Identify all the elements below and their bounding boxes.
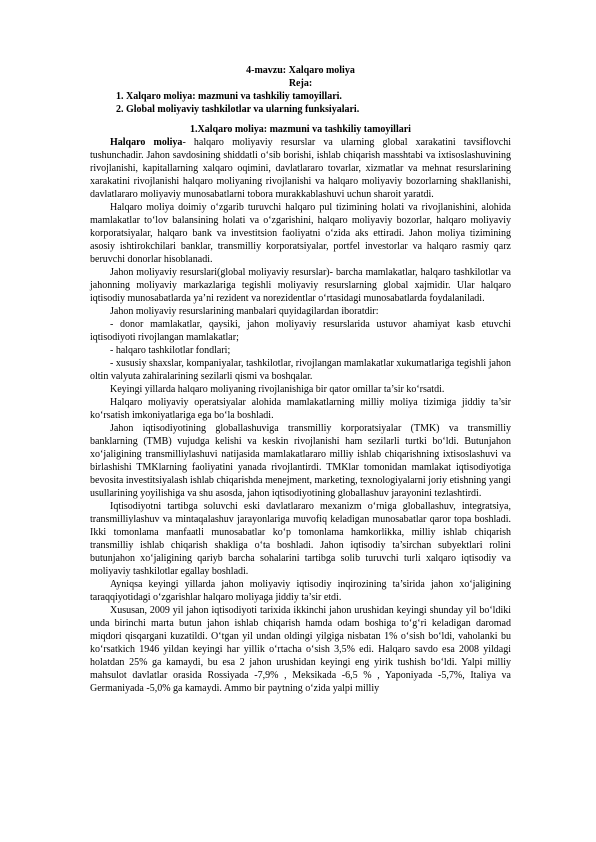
plan-label: Reja: <box>288 78 313 89</box>
list-item: - donor mamlakatlar, qaysiki, jahon moliyaviy resurslarida ustuvor ahamiyat kasb etuvchi iqtisodiyoti rivojlangan mamlakatlar; <box>90 319 511 343</box>
paragraph: Ayniqsa keyingi yillarda jahon moliyaviy iqtisodiy inqirozining ta’sirida jahon xo‘jaligining taraqqiyotidagi o‘zgarishlar halqaro moliyaga jiddiy ta’sir etdi. <box>90 579 511 603</box>
paragraph: Iqtisodiyotni tartibga soluvchi eski davlatlararo mexanizm o‘rniga globallashuv, integratsiya, transmilliylashuv va mintaqalashuv jarayonlariga muvofiq keladigan munosabatlar qaror topa boshladi. Ikki tomonlama manfaatli munosabatlar ko‘p tomonlama hamkorlikka, milliy ishlab chiqarish transmilliy ishlab chiqarish shakliga o‘ta boshladi. Jahon iqtisodiy ta’sirchan subyektlari rolini butunjahon xo‘jaligining qariyb barcha sohalarini tartibga solib turuvchi turli xalqaro iqtisodiy va moliyaviy tashkilotlar egallay boshladi. <box>90 501 511 577</box>
paragraph: Halqaro moliyaviy operatsiyalar alohida mamlakatlarning milliy moliya tizimiga jiddiy ta’sir ko‘rsatish imkoniyatlariga ega bo‘la boshladi. <box>90 397 511 421</box>
document-page <box>90 64 511 695</box>
plan-item-1: 1. Xalqaro moliya: mazmuni va tashkiliy tamoyillari. <box>116 91 342 102</box>
list-item: - halqaro tashkilotlar fondlari; <box>110 345 231 356</box>
paragraph: Jahon iqtisodiyotining globallashuviga transmilliy korporatsiyalar (TMK) va transmilliy banklarning (TMB) vujudga kelishi va keskin rivojlanishi ham sezilarli turtki bo‘ldi. Butunjahon xo‘jaligining transmilliylashuvi natijasida mamlakatlararo milliy ishlab chiqarishning ixtisoslashuvi va birlashishi TMKlarning faoliyatini yanada rivojlantirdi. TMKlar tomonidan mamlakat iqtisodiyotiga bevosita investitsiyalash ishlab chiqarishda menejment, marketing, texnologiyalarni joriy etishning yangi usullarining yoyilishiga va shu asosda, jahon iqtisodiyotining globallashuv jarayonini tezlashtirdi. <box>90 423 511 499</box>
list-item: - xususiy shaxslar, kompaniyalar, tashkilotlar, rivojlangan mamlakatlar xukumatlariga tegishli jahon oltin valyuta zahiralarining sezilarli qismi va boshqalar. <box>90 358 511 382</box>
paragraph: Xususan, 2009 yil jahon iqtisodiyoti tarixida ikkinchi jahon urushidan keyingi shunday yil bo‘ldiki unda birinchi marta butun jahon ishlab chiqarish hamda odam boshiga to‘g‘ri keladigan daromad miqdori qisqargani kuzatildi. O‘tgan yil undan oldingi yilgiga nisbatan 1% o‘sish bo‘ldi, vaholanki bu ko‘rsatkich 1946 yildan keyingi har yillik o‘rtacha o‘sish 3,5% edi. Halqaro savdo esa 2008 yildagi holatdan 25% ga kamaydi, bu esa 2 jahon urushidan keyingi eng yirik tushish bo‘ldi. Yalpi milliy mahsulot davlatlar orasida Rossiyada -7,9% , Meksikada -6,5 % , Yaponiyada -5,7%, Italiya va Germaniyada -5,0% ga kamaydi. Ammo bir paytning o‘zida yalpi milliy <box>90 605 511 694</box>
paragraph: Jahon moliyaviy resurslarining manbalari quyidagilardan iboratdir: <box>110 306 379 317</box>
topic-title: 4-mavzu: Xalqaro moliya <box>246 65 355 76</box>
paragraph: Halqaro moliya doimiy o‘zgarib turuvchi halqaro pul tizimining holati va rivojlanishini, alohida mamlakatlar to‘lov balansining holati va o‘zgarishini, halqaro moliyaviy bozorlar, halqaro moliyaviy korporatsiyalar, halqaro bank va investitsion faoliyatni o‘zida aks ettiradi. Jahon moliya tizimining asosiy ishtirokchilari banklar, transmilliy korporatsiyalar, portfel investorlar va halqaro rasmiy qarz beruvchi donorlar hisoblanadi. <box>90 202 511 265</box>
plan-item-2: 2. Global moliyaviy tashkilotlar va ularning funksiyalari. <box>116 104 360 115</box>
lead-paragraph <box>90 136 511 201</box>
paragraph: Keyingi yillarda halqaro moliyaning rivojlanishiga bir qator omillar ta’sir ko‘rsatdi. <box>110 384 445 395</box>
paragraph: Jahon moliyaviy resurslari(global moliyaviy resurslar)- barcha mamlakatlar, halqaro tashkilotlar va jahonning moliyaviy markazlariga tegishli moliyaviy resurslarning global xajmidir. Ular halqaro iqtisodiy munosabatlarda ya’ni rezident va norezidentlar o‘rtasidagi munosabatlarda foydalaniladi. <box>90 267 511 304</box>
section-title: 1.Xalqaro moliya: mazmuni va tashkiliy tamoyillari <box>190 124 411 135</box>
lead-rest: - halqaro moliyaviy resurslar va ularning global xarakatini tavsiflovchi tushunchadir. Jahon savdosining shiddatli o‘sib borishi, ishlab chiqarish masshtabi va ixtisoslashuvining rivojlanishi, kapitallarning xalqaro oqimini, davlatlararo tovarlar, xizmatlar va mehnat resurslarining xarakatini rivojlanishi halqaro moliyaning rivojlanishi va halqaro moliyaviy bozorlarning shakllanishi, davlatlararo moliyaviy munosabatlarni tobora murakkablashuvi uchun sharoit yaratdi. <box>90 137 512 200</box>
lead-term: Halqaro moliya <box>110 137 183 148</box>
